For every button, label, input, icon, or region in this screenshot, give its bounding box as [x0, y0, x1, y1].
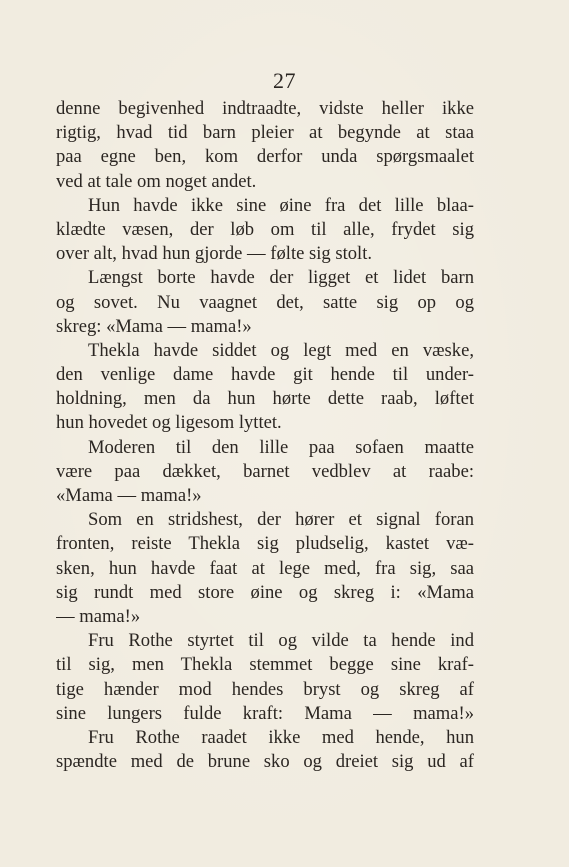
- body-text: [56, 97, 474, 774]
- text-line: Fru Rothe styrtet til og vilde ta hende ind: [88, 630, 474, 652]
- text-line: sig rundt med store øine og skreg i: «Mama: [56, 581, 474, 603]
- text-line: sken, hun havde faat at lege med, fra sig, saa: [56, 557, 474, 579]
- text-line: «Mama — mama!»: [56, 485, 202, 506]
- text-line: — mama!»: [56, 605, 141, 627]
- text-line: ved at tale om noget andet.: [56, 170, 257, 192]
- text-line: klædte væsen, der løb om til alle, frydet sig: [56, 218, 474, 240]
- text-line: Moderen til den lille paa sofaen maatte: [88, 436, 474, 458]
- text-line: være paa dækket, barnet vedblev at raabe:: [56, 460, 474, 482]
- text-line: spændte med de brune sko og dreiet sig ud af: [56, 751, 474, 773]
- text-line: Hun havde ikke sine øine fra det lille blaa-: [88, 194, 474, 216]
- text-line: Som en stridshest, der hører et signal foran: [88, 509, 474, 531]
- page-number: 27: [273, 68, 296, 93]
- text-line: og sovet. Nu vaagnet det, satte sig op og: [56, 291, 474, 313]
- text-line: rigtig, hvad tid barn pleier at begynde at staa: [56, 122, 474, 144]
- text-line: holdning, men da hun hørte dette raab, løftet: [56, 388, 474, 410]
- text-line: paa egne ben, kom derfor unda spørgsmaalet: [56, 146, 474, 168]
- text-line: Thekla havde siddet og legt med en væske,: [88, 339, 474, 361]
- text-line: over alt, hvad hun gjorde — følte sig stolt.: [56, 243, 373, 265]
- text-line: til sig, men Thekla stemmet begge sine kraf-: [56, 654, 474, 676]
- text-line: Fru Rothe raadet ikke med hende, hun: [88, 726, 474, 748]
- text-line: fronten, reiste Thekla sig pludselig, kastet væ-: [56, 533, 474, 555]
- text-line: sine lungers fulde kraft: Mama — mama!»: [56, 702, 474, 724]
- text-line: tige hænder mod hendes bryst og skreg af: [56, 678, 474, 700]
- text-line: den venlige dame havde git hende til under-: [56, 364, 474, 386]
- text-line: denne begivenhed indtraadte, vidste heller ikke: [56, 98, 474, 119]
- text-line: skreg: «Mama — mama!»: [56, 315, 252, 337]
- text-line: hun hovedet og ligesom lyttet.: [56, 412, 282, 434]
- text-line: Længst borte havde der ligget et lidet barn: [88, 267, 474, 289]
